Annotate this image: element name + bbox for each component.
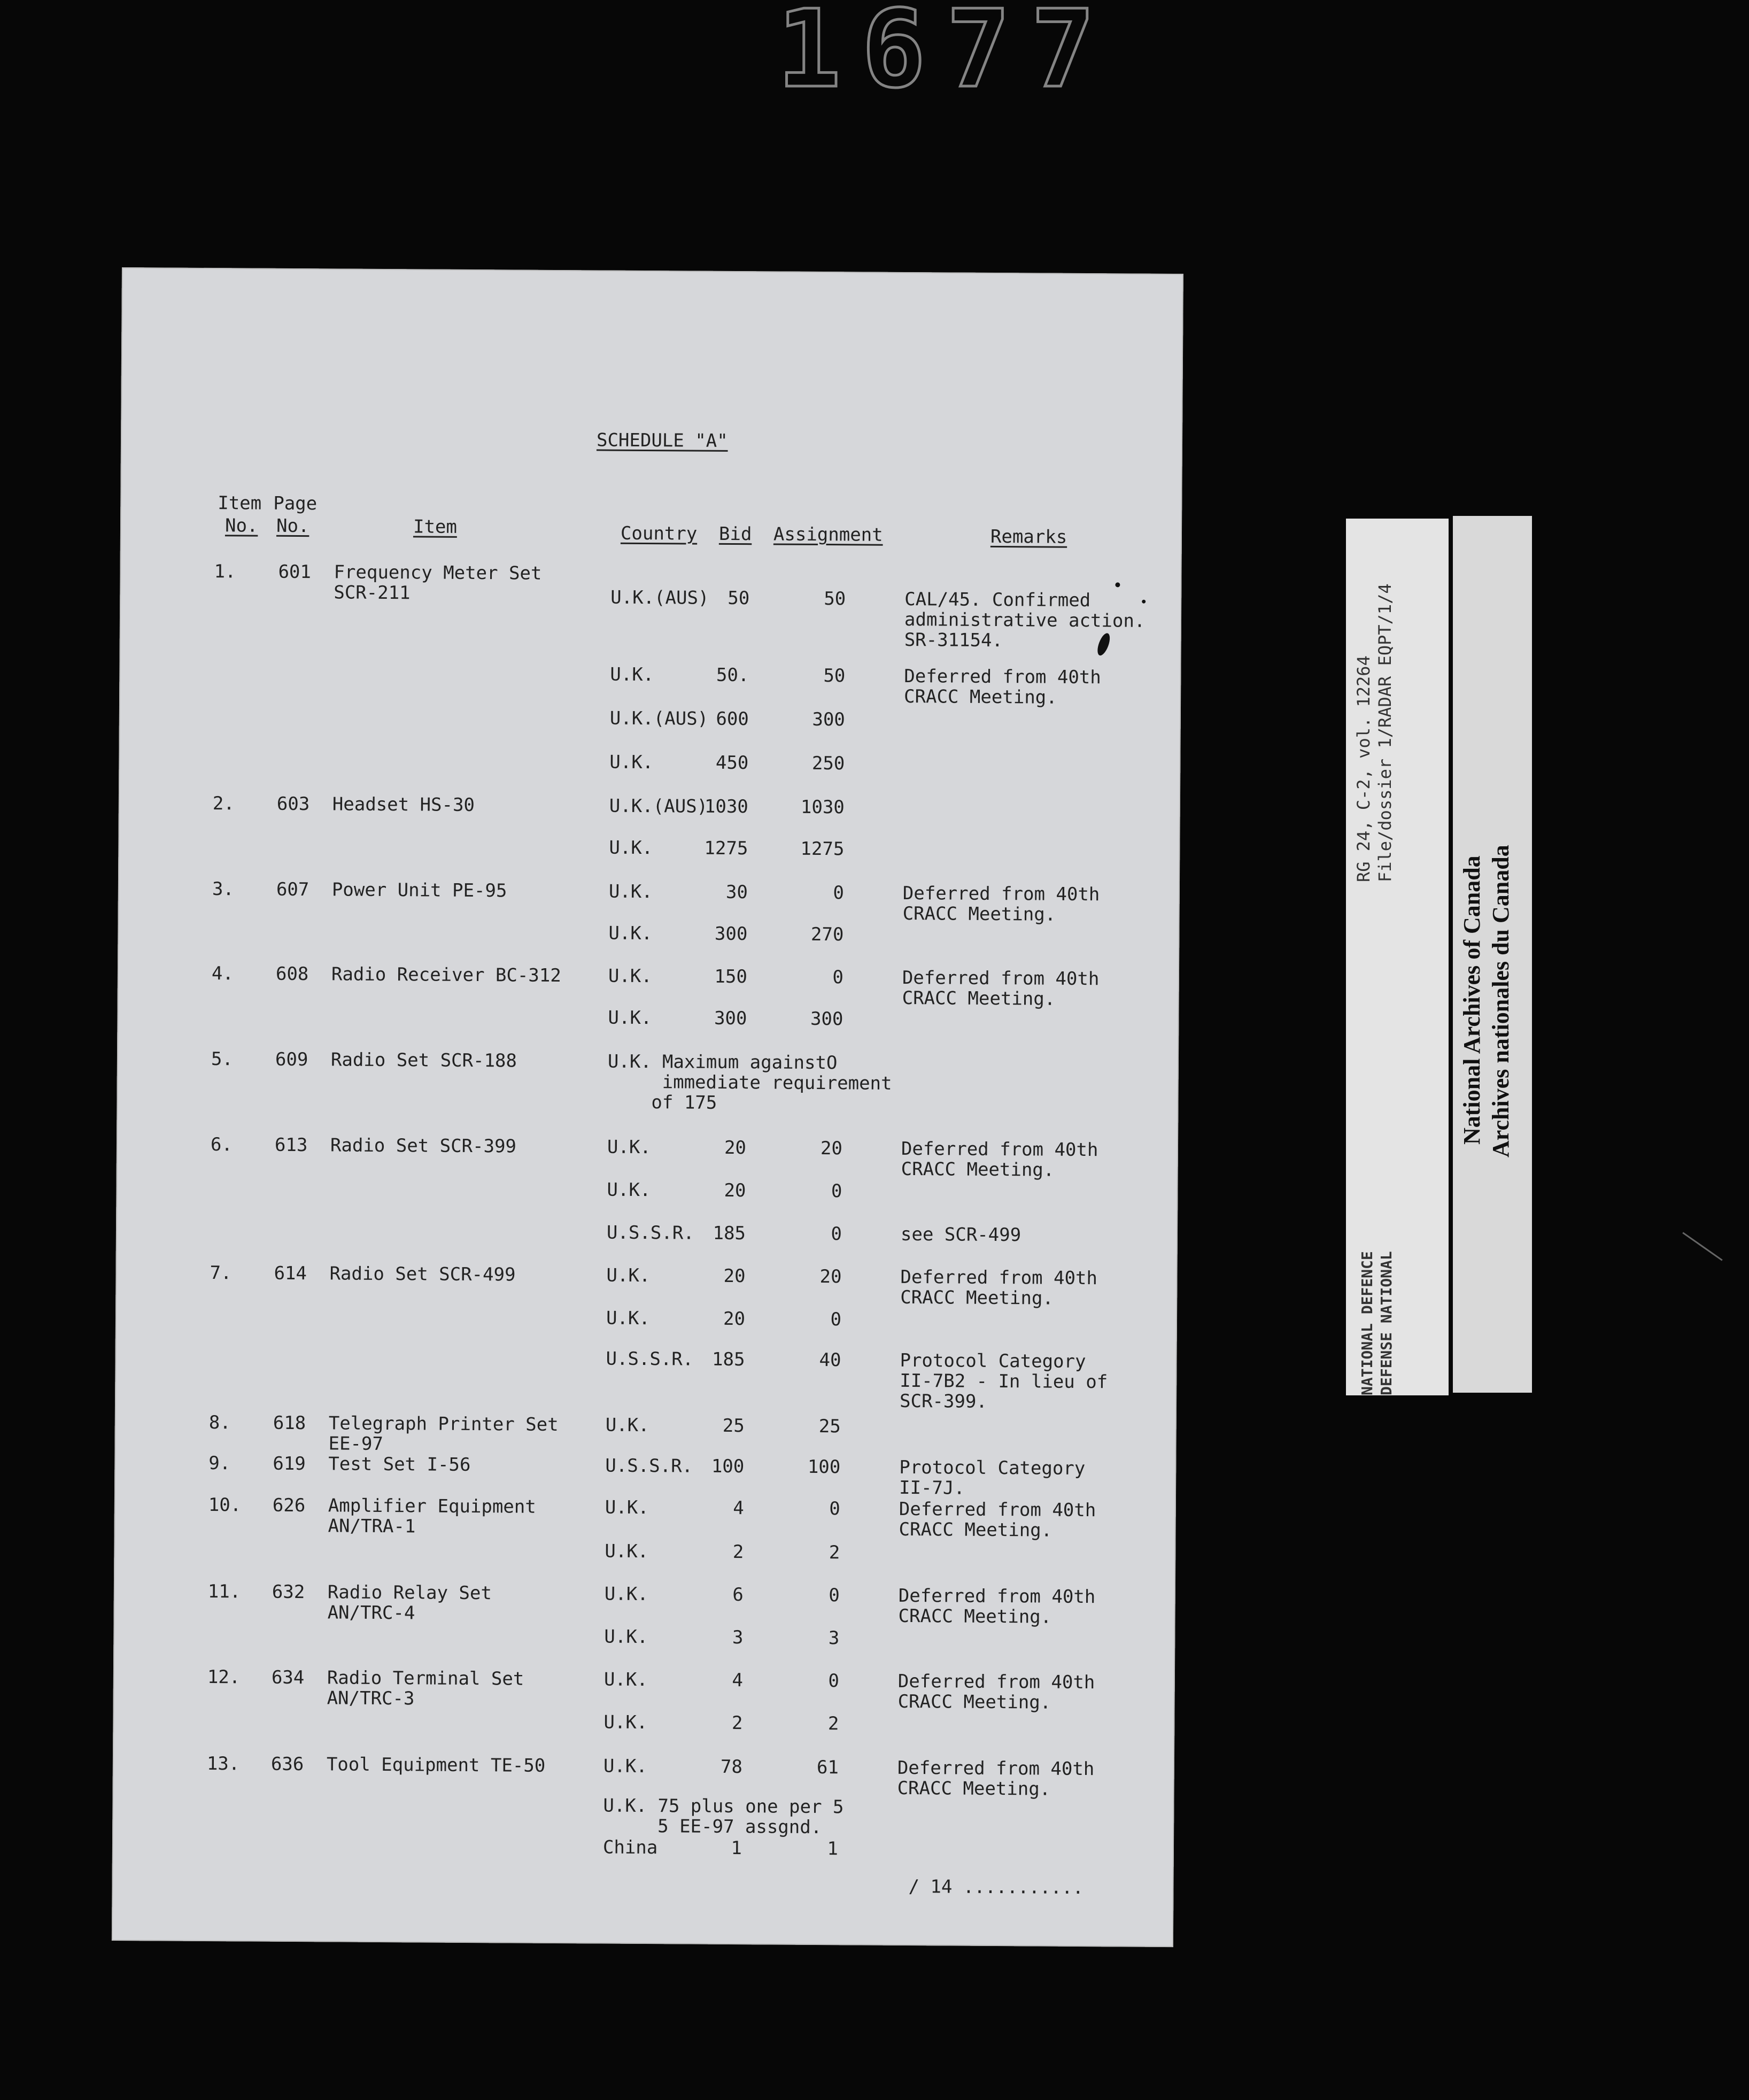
bid-cell: 20 <box>723 1265 746 1287</box>
item-number: 10. <box>208 1494 242 1516</box>
assignment-cell: 40 <box>819 1349 841 1371</box>
assignment-cell: 0 <box>829 1498 840 1520</box>
assignment-cell: 0 <box>831 1180 842 1202</box>
bid-note: of 175 <box>651 1092 717 1114</box>
item-name: AN/TRA-1 <box>328 1515 416 1538</box>
remarks-cell: Protocol Category <box>900 1349 1086 1373</box>
page-number: 626 <box>272 1494 306 1517</box>
country-cell: China <box>602 1836 658 1859</box>
country-cell: U.K. <box>609 751 654 774</box>
remarks-cell: CRACC Meeting. <box>900 1286 1054 1309</box>
country-cell: U.K. <box>603 1755 647 1778</box>
bid-cell: 1275 <box>704 837 748 860</box>
country-cell: U.K. <box>608 1007 652 1029</box>
country-cell: U.S.S.R. <box>606 1222 694 1244</box>
item-name: Headset HS-30 <box>332 793 475 816</box>
item-number: 3. <box>212 878 234 900</box>
assignment-cell: 100 <box>807 1456 841 1478</box>
remarks-cell: II-7B2 - In lieu of <box>900 1370 1108 1393</box>
assignment-cell: 50 <box>824 588 846 610</box>
assignment-cell: 25 <box>818 1416 841 1438</box>
country-cell: U.K.(AUS) <box>610 586 709 609</box>
bid-cell: 300 <box>714 923 748 945</box>
bid-cell: 50 <box>728 587 750 609</box>
item-name: Radio Receiver BC-312 <box>331 963 561 987</box>
header-item-no-2: No. <box>225 515 258 537</box>
bid-note: 75 plus one per 5 <box>657 1795 844 1818</box>
item-number: 1. <box>214 561 236 583</box>
bid-cell: 4 <box>733 1497 744 1519</box>
header-country: Country <box>620 522 698 545</box>
country-cell: U.K. <box>607 1179 651 1201</box>
item-name: EE-97 <box>328 1433 384 1455</box>
assignment-cell: 250 <box>811 752 845 775</box>
country-cell: U.K. <box>608 965 652 987</box>
bid-cell: 1 <box>731 1838 742 1859</box>
item-name: Telegraph Printer Set <box>328 1412 559 1436</box>
tab-archives-english: National Archives of Canada <box>1459 855 1485 1145</box>
page-number: 607 <box>276 878 309 901</box>
remarks-cell: CRACC Meeting. <box>901 1158 1055 1181</box>
item-number: 13. <box>206 1753 240 1775</box>
item-name: Power Unit PE-95 <box>331 879 507 902</box>
remarks-cell: CRACC Meeting. <box>897 1690 1051 1713</box>
header-item: Item <box>413 516 458 538</box>
header-item-no-1: Item <box>218 492 262 514</box>
assignment-cell: 0 <box>833 882 844 904</box>
item-number: 2. <box>212 793 235 815</box>
remarks-cell: see SCR-499 <box>900 1223 1021 1246</box>
remarks-cell: SR-31154. <box>904 629 1003 652</box>
item-name: Radio Terminal Set <box>327 1667 524 1690</box>
ink-speck <box>1142 600 1146 604</box>
country-cell: U.K. <box>609 837 653 859</box>
remarks-cell: Deferred from 40th <box>899 1498 1096 1522</box>
remarks-cell: Deferred from 40th <box>902 967 1100 990</box>
remarks-cell: Deferred from 40th <box>897 1670 1095 1694</box>
country-cell: U.K. <box>608 881 653 903</box>
country-cell: U.K. <box>607 1136 651 1159</box>
assignment-cell: 0 <box>828 1670 839 1692</box>
item-name: Radio Relay Set <box>327 1581 492 1604</box>
bid-cell: 2 <box>731 1712 743 1734</box>
country-cell: U.K. <box>608 922 653 945</box>
tab-reference-line-1: RG 24, C-2, vol. 12264 <box>1353 655 1374 882</box>
bid-cell: 450 <box>715 752 749 774</box>
assignment-cell: 2 <box>829 1542 840 1564</box>
page-number: 636 <box>270 1753 304 1775</box>
bid-cell: 78 <box>720 1756 743 1778</box>
country-cell: U.K. <box>606 1307 651 1330</box>
page-number: 619 <box>273 1453 306 1475</box>
bid-cell: 1030 <box>704 796 748 818</box>
tab-defense-nationale: DEFENSE NATIONAL <box>1377 1251 1395 1395</box>
remarks-cell: Deferred from 40th <box>900 1266 1098 1290</box>
bid-cell: 600 <box>716 708 749 730</box>
country-cell: U.S.S.R. <box>605 1455 693 1477</box>
item-name: SCR-211 <box>334 582 411 604</box>
assignment-cell: 2 <box>827 1713 839 1735</box>
remarks-cell: CRACC Meeting. <box>902 902 1056 925</box>
bid-cell: 20 <box>724 1137 747 1159</box>
bid-note: 5 EE-97 assgnd. <box>657 1816 822 1839</box>
item-number: 8. <box>208 1412 231 1434</box>
remarks-cell: Deferred from 40th <box>902 882 1100 906</box>
country-cell: U.K. <box>605 1496 649 1519</box>
assignment-cell: 0 <box>831 1223 842 1245</box>
bid-cell: 20 <box>723 1308 746 1330</box>
page-number: 601 <box>278 561 312 583</box>
archives-tab <box>1453 516 1532 1393</box>
item-name: Amplifier Equipment <box>328 1495 536 1518</box>
header-assignment: Assignment <box>773 523 883 546</box>
remarks-cell: CRACC Meeting. <box>897 1777 1051 1800</box>
bid-cell: 100 <box>711 1455 745 1478</box>
page-number: 613 <box>274 1134 308 1156</box>
item-number: 12. <box>207 1666 241 1688</box>
assignment-cell: 20 <box>819 1266 842 1288</box>
bid-cell: 50. <box>716 664 749 686</box>
document-page <box>112 267 1183 1947</box>
item-name: Radio Set SCR-188 <box>330 1049 517 1072</box>
assignment-cell: 0 <box>830 1309 842 1331</box>
country-cell: U.K. <box>605 1540 649 1563</box>
assignment-cell: 1 <box>827 1838 839 1860</box>
assignment-cell: 50 <box>823 665 846 687</box>
country-cell: U.S.S.R. <box>606 1348 694 1370</box>
remarks-cell: SCR-399. <box>899 1390 987 1412</box>
assignment-cell: 270 <box>810 923 844 946</box>
assignment-cell: 20 <box>820 1138 843 1160</box>
bid-cell: 185 <box>711 1348 745 1371</box>
item-name: AN/TRC-3 <box>327 1687 415 1710</box>
assignment-cell: 300 <box>810 1008 843 1030</box>
item-number: 4. <box>211 963 234 985</box>
bid-cell: 4 <box>732 1670 743 1692</box>
item-name: Test Set I-56 <box>328 1453 471 1476</box>
page-number: 609 <box>275 1048 308 1071</box>
header-page-no-2: No. <box>276 515 309 537</box>
bid-note: immediate requirement <box>662 1071 892 1094</box>
bid-cell: 25 <box>722 1415 745 1437</box>
item-name: Tool Equipment TE-50 <box>326 1754 546 1777</box>
bid-cell: 30 <box>725 881 748 904</box>
bid-cell: 185 <box>713 1222 746 1245</box>
tab-national-defence: NATIONAL DEFENCE <box>1358 1251 1376 1395</box>
country-cell: U.K. <box>607 1051 652 1073</box>
remarks-cell: CRACC Meeting. <box>898 1605 1052 1628</box>
bid-cell: 3 <box>732 1627 744 1649</box>
assignment-cell: 1275 <box>800 838 845 860</box>
remarks-cell: Deferred from 40th <box>904 665 1101 689</box>
microfilm-frame-number: 1677 <box>777 0 1116 112</box>
item-name: AN/TRC-4 <box>327 1602 415 1624</box>
tab-archives-french: Archives nationales du Canada <box>1488 845 1514 1157</box>
country-cell: U.K.(AUS) <box>609 795 708 817</box>
tab-reference-line-2: File/dossier 1/RADAR EQPT/1/4 <box>1375 583 1395 882</box>
item-number: 9. <box>208 1453 231 1474</box>
film-scratch <box>1682 1232 1722 1261</box>
assignment-cell: 61 <box>816 1756 839 1779</box>
bid-cell: 150 <box>714 966 748 988</box>
bid-cell: 2 <box>732 1541 744 1563</box>
reference-tab <box>1346 519 1449 1395</box>
page-number: 603 <box>276 793 310 815</box>
item-name: Radio Set SCR-499 <box>329 1263 516 1286</box>
country-cell: U.K. <box>606 1264 651 1287</box>
item-name: Frequency Meter Set <box>334 561 542 584</box>
country-cell: U.K. <box>605 1414 649 1437</box>
assignment-cell: 1030 <box>800 796 845 819</box>
page-number: 614 <box>274 1262 307 1285</box>
page-title: SCHEDULE "A" <box>596 429 728 452</box>
ink-speck <box>1115 582 1120 587</box>
country-cell: U.K. <box>610 663 654 686</box>
continuation-marker: / 14 ........... <box>908 1876 1084 1899</box>
country-cell: U.K. <box>604 1583 648 1605</box>
item-number: 6. <box>210 1134 233 1156</box>
remarks-cell: administrative action. <box>904 608 1146 632</box>
assignment-cell: 0 <box>829 1585 840 1607</box>
country-cell: U.K. <box>603 1795 647 1817</box>
remarks-cell: Deferred from 40th <box>901 1138 1098 1161</box>
remarks-cell: Protocol Category <box>899 1456 1086 1480</box>
header-remarks: Remarks <box>990 526 1067 548</box>
page-number: 632 <box>272 1581 305 1603</box>
bid-cell: 6 <box>732 1584 744 1606</box>
bid-cell: 20 <box>724 1179 746 1202</box>
remarks-cell: II-7J. <box>899 1477 965 1499</box>
page-number: 618 <box>273 1412 306 1434</box>
assignment-cell: 3 <box>828 1627 840 1649</box>
country-cell: U.K. <box>604 1626 648 1648</box>
remarks-cell: CRACC Meeting. <box>902 987 1056 1010</box>
item-number: 7. <box>210 1262 232 1284</box>
bid-cell: 300 <box>714 1007 747 1030</box>
item-number: 5. <box>211 1048 234 1070</box>
item-number: 11. <box>207 1581 241 1603</box>
item-name: Radio Set SCR-399 <box>330 1134 517 1157</box>
page-number: 608 <box>275 963 309 985</box>
country-cell: U.K. <box>603 1711 648 1734</box>
country-cell: U.K. <box>603 1669 648 1691</box>
header-page-no-1: Page <box>273 492 318 515</box>
bid-note: Maximum againstO <box>662 1051 838 1074</box>
remarks-cell: CRACC Meeting. <box>899 1518 1053 1541</box>
remarks-cell: Deferred from 40th <box>897 1757 1095 1780</box>
assignment-cell: 300 <box>812 708 845 731</box>
ink-spot <box>1095 631 1112 657</box>
assignment-cell: 0 <box>832 967 844 989</box>
remarks-cell: CRACC Meeting. <box>904 685 1057 708</box>
page-number: 634 <box>271 1666 305 1689</box>
remarks-cell: CAL/45. Confirmed <box>904 588 1091 612</box>
remarks-cell: Deferred from 40th <box>898 1585 1096 1608</box>
country-cell: U.K.(AUS) <box>609 707 709 730</box>
header-bid: Bid <box>718 523 752 545</box>
